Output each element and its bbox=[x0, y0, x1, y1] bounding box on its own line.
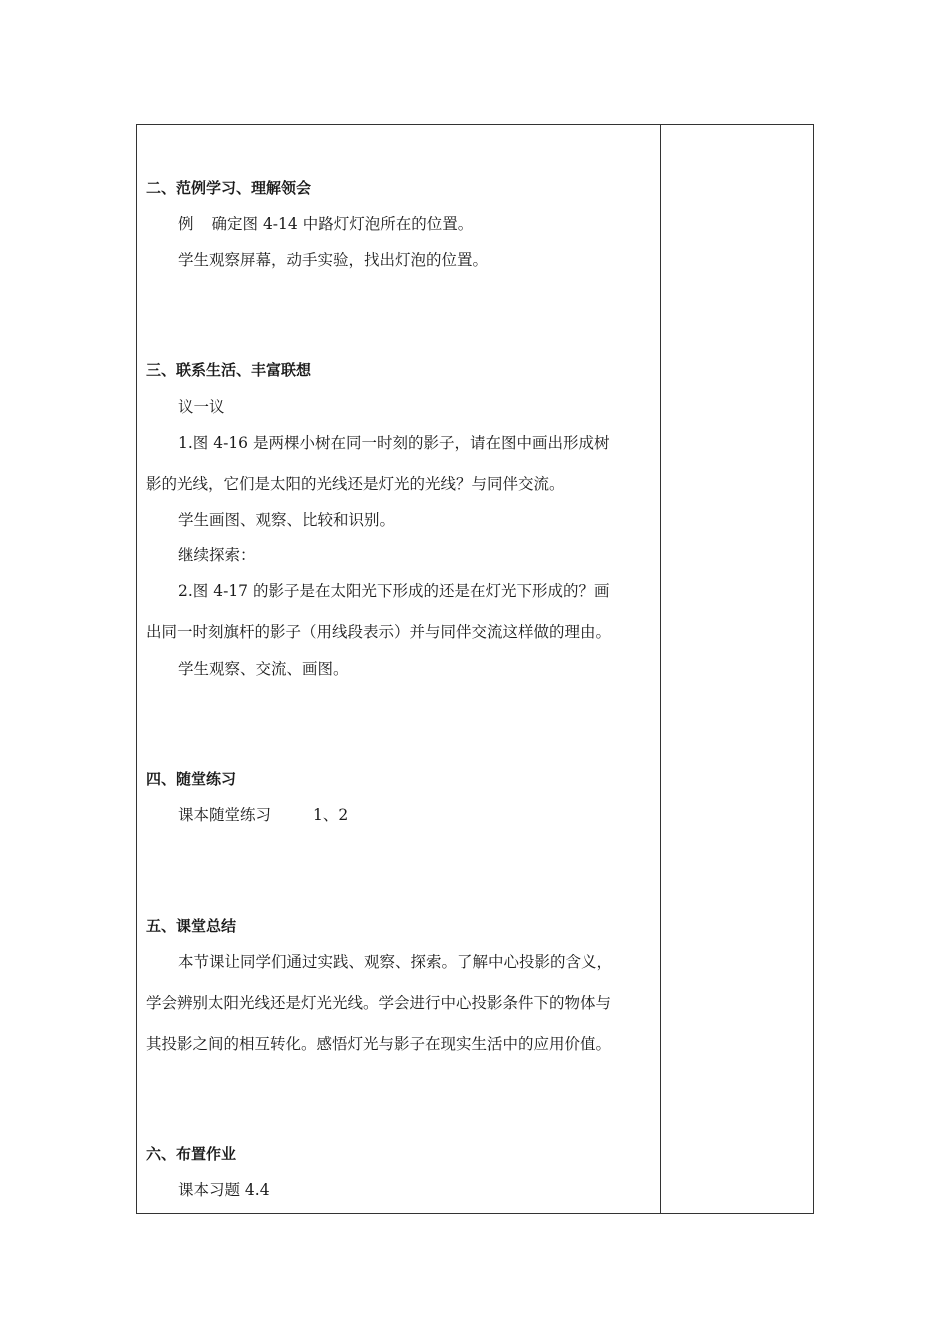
paragraph-line: 影的光线，它们是太阳的光线还是灯光的光线？与同伴交流。 bbox=[146, 475, 565, 493]
example-text: 确定图 4-14 中路灯灯泡所在的位置。 bbox=[211, 215, 474, 233]
example-prefix: 例 bbox=[178, 215, 194, 233]
paragraph-line: 议一议 bbox=[178, 398, 225, 416]
paragraph-line: 继续探索： bbox=[178, 546, 256, 564]
paragraph-line: 学生观察屏幕，动手实验，找出灯泡的位置。 bbox=[178, 251, 489, 269]
practice-items: 1、2 bbox=[313, 806, 349, 824]
practice-line bbox=[178, 805, 348, 825]
table-column-divider bbox=[660, 124, 661, 1214]
paragraph-line: 课本习题 4.4 bbox=[178, 1181, 270, 1199]
section-heading-6: 六、布置作业 bbox=[146, 1145, 237, 1163]
section-heading-2: 二、范例学习、理解领会 bbox=[146, 179, 312, 197]
paragraph-line: 1.图 4-16 是两棵小树在同一时刻的影子，请在图中画出形成树 bbox=[178, 434, 610, 452]
practice-label: 课本随堂练习 bbox=[178, 806, 272, 824]
section-heading-3: 三、联系生活、丰富联想 bbox=[146, 361, 312, 379]
paragraph-line: 学生观察、交流、画图。 bbox=[178, 660, 349, 678]
section-heading-4: 四、随堂练习 bbox=[146, 770, 237, 788]
paragraph-line: 学会辨别太阳光线还是灯光光线。学会进行中心投影条件下的物体与 bbox=[146, 994, 612, 1012]
paragraph-line: 出同一时刻旗杆的影子（用线段表示）并与同伴交流这样做的理由。 bbox=[146, 623, 612, 641]
paragraph-line: 学生画图、观察、比较和识别。 bbox=[178, 511, 396, 529]
paragraph-line: 其投影之间的相互转化。感悟灯光与影子在现实生活中的应用价值。 bbox=[146, 1035, 612, 1053]
example-line bbox=[178, 214, 473, 234]
paragraph-line: 本节课让同学们通过实践、观察、探索。了解中心投影的含义， bbox=[178, 953, 613, 971]
section-heading-5: 五、课堂总结 bbox=[146, 917, 237, 935]
paragraph-line: 2.图 4-17 的影子是在太阳光下形成的还是在灯光下形成的？画 bbox=[178, 582, 610, 600]
